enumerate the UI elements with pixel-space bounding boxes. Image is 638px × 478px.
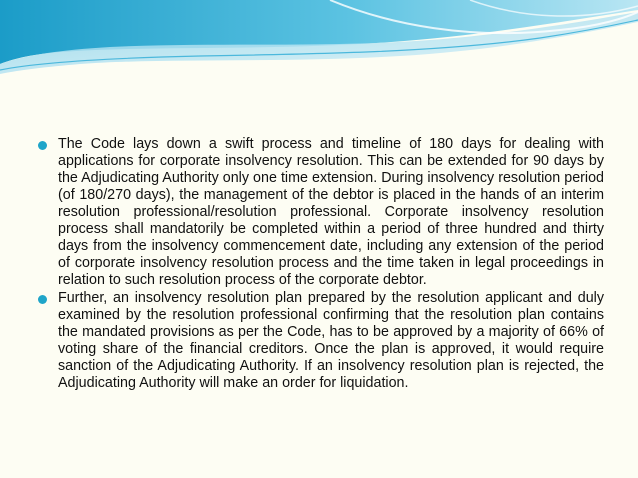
slide-content [38,136,604,393]
bullet-item-2 [38,290,604,392]
bullet-text-2: Further, an insolvency resolution plan prepared by the resolution applicant and duly examined by the resolution professional confirming that the resolution plan contains the mandated provisions as per the Code, has to be approved by a majority of 66% of voting share of the financial creditors. Once the plan is approved, it would require sanction of the Adjudicating Authority. If an insolvency resolution plan is rejected, the Adjudicating Authority will make an order for liquidation. [58,290,604,391]
bullet-text-1: The Code lays down a swift process and timeline of 180 days for dealing with applications for corporate insolvency resolution. This can be extended for 90 days by the Adjudicating Authority only one time extension. During insolvency resolution period (of 180/270 days), the management of the debtor is placed in the hands of an interim resolution professional/resolution professional. Corporate insolvency resolution process shall mandatorily be completed within a period of three hundred and thirty days from the insolvency commencement date, including any extension of the period of corporate insolvency resolution process and the time taken in legal proceedings in relation to such resolution process of the corporate debtor. [58,136,604,288]
header-wave-decoration [0,0,638,95]
bullet-item-1 [38,136,604,289]
bullet-icon [38,141,47,150]
bullet-icon [38,295,47,304]
